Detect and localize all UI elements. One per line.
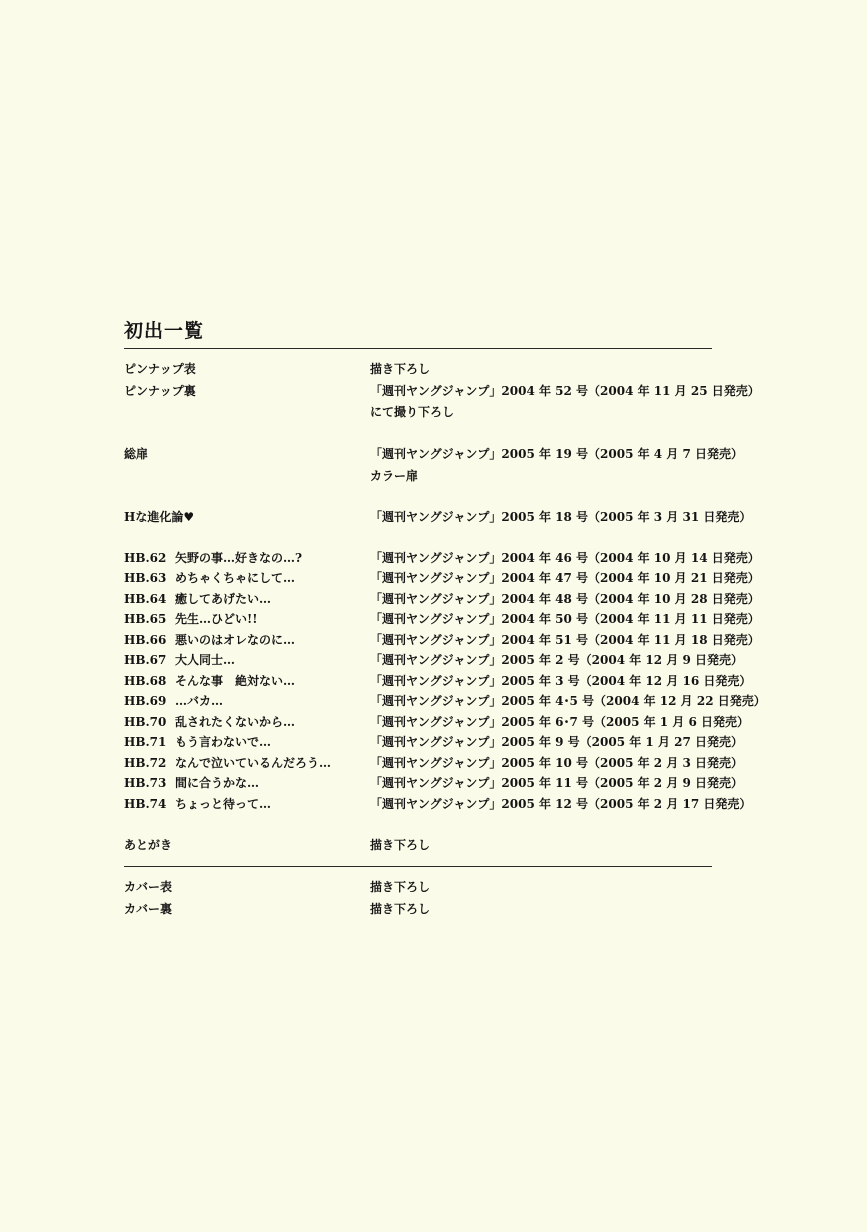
episode-number: HB.62	[124, 551, 167, 565]
episode-title: 癒してあげたい…	[175, 592, 272, 606]
episode-number: HB.73	[124, 776, 167, 790]
episode-source: 「週刊ヤングジャンプ」2005 年 2 号（2004 年 12 月 9 日発売）	[370, 653, 744, 667]
bottom-divider	[124, 866, 712, 867]
list-item	[124, 899, 744, 919]
episode-title: もう言わないで…	[175, 735, 272, 749]
episode-title: 悪いのはオレなのに…	[175, 633, 296, 647]
episode-title: …バカ…	[175, 694, 224, 708]
entry-source: 描き下ろし	[370, 838, 431, 852]
table-row	[124, 568, 760, 588]
entry-source: にて撮り下ろし	[370, 405, 455, 419]
table-row	[124, 773, 744, 793]
entry-label: 総扉	[124, 447, 149, 461]
episode-title: 間に合うかな…	[175, 776, 260, 790]
list-item	[124, 359, 744, 379]
episode-title: なんで泣いているんだろう…	[175, 756, 332, 770]
entry-label: あとがき	[124, 838, 173, 852]
episode-source: 「週刊ヤングジャンプ」2005 年 4･5 号（2004 年 12 月 22 日発売）	[370, 694, 766, 708]
table-row	[124, 712, 750, 732]
table-row	[124, 794, 752, 814]
episode-source: 「週刊ヤングジャンプ」2005 年 12 号（2005 年 2 月 17 日発売）	[370, 797, 752, 811]
list-item	[124, 835, 744, 855]
table-row	[124, 589, 760, 609]
episode-title: そんな事 絶対ない…	[175, 674, 296, 688]
list-item	[124, 444, 744, 464]
episode-source: 「週刊ヤングジャンプ」2004 年 50 号（2004 年 11 月 11 日発売）	[370, 612, 760, 626]
episode-source: 「週刊ヤングジャンプ」2005 年 9 号（2005 年 1 月 27 日発売）	[370, 735, 744, 749]
list-item	[124, 507, 752, 527]
episode-title: ちょっと待って…	[175, 797, 272, 811]
episode-title: めちゃくちゃにして…	[175, 571, 296, 585]
episode-source: 「週刊ヤングジャンプ」2004 年 48 号（2004 年 10 月 28 日発売）	[370, 592, 760, 606]
entry-source: 描き下ろし	[370, 902, 431, 916]
episode-source: 「週刊ヤングジャンプ」2004 年 51 号（2004 年 11 月 18 日発売）	[370, 633, 760, 647]
table-row	[124, 650, 744, 670]
episode-source: 「週刊ヤングジャンプ」2004 年 47 号（2004 年 10 月 21 日発売）	[370, 571, 760, 585]
table-row	[124, 753, 744, 773]
episode-source: 「週刊ヤングジャンプ」2005 年 6･7 号（2005 年 1 月 6 日発売）	[370, 715, 750, 729]
episode-source: 「週刊ヤングジャンプ」2005 年 11 号（2005 年 2 月 9 日発売）	[370, 776, 744, 790]
table-row	[124, 630, 760, 650]
episode-source: 「週刊ヤングジャンプ」2005 年 3 号（2004 年 12 月 16 日発売）	[370, 674, 752, 688]
episode-number: HB.72	[124, 756, 167, 770]
episode-source: 「週刊ヤングジャンプ」2005 年 10 号（2005 年 2 月 3 日発売）	[370, 756, 744, 770]
entry-label: Hな進化論♥	[124, 510, 195, 524]
episode-source: 「週刊ヤングジャンプ」2004 年 46 号（2004 年 10 月 14 日発売）	[370, 551, 760, 565]
table-row	[124, 609, 760, 629]
entry-label: ピンナップ表	[124, 362, 196, 376]
episode-title: 先生…ひどい!!	[175, 612, 258, 626]
table-row	[124, 732, 744, 752]
entry-source: カラー扉	[370, 469, 419, 483]
episode-number: HB.66	[124, 633, 167, 647]
episode-number: HB.71	[124, 735, 167, 749]
episode-title: 大人同士…	[175, 653, 236, 667]
entry-source: 描き下ろし	[370, 362, 431, 376]
list-item	[124, 381, 760, 401]
entry-source: 「週刊ヤングジャンプ」2004 年 52 号（2004 年 11 月 25 日発売）	[370, 384, 760, 398]
table-row	[124, 671, 752, 691]
list-item	[124, 402, 744, 422]
page-title: 初出一覧	[124, 320, 205, 342]
entry-label: カバー表	[124, 880, 173, 894]
top-divider	[124, 348, 712, 349]
episode-title: 乱されたくないから…	[175, 715, 296, 729]
entry-source: 「週刊ヤングジャンプ」2005 年 18 号（2005 年 3 月 31 日発売）	[370, 510, 752, 524]
episode-number: HB.74	[124, 797, 167, 811]
episode-number: HB.68	[124, 674, 167, 688]
entry-source: 「週刊ヤングジャンプ」2005 年 19 号（2005 年 4 月 7 日発売）	[370, 447, 744, 461]
episode-number: HB.63	[124, 571, 167, 585]
episode-number: HB.67	[124, 653, 167, 667]
list-item	[124, 877, 744, 897]
table-row	[124, 691, 766, 711]
episode-number: HB.65	[124, 612, 167, 626]
entry-source: 描き下ろし	[370, 880, 431, 894]
entry-label: カバー裏	[124, 902, 173, 916]
episode-number: HB.70	[124, 715, 167, 729]
list-item	[124, 466, 744, 486]
episode-number: HB.64	[124, 592, 167, 606]
entry-label: ピンナップ裏	[124, 384, 196, 398]
episode-number: HB.69	[124, 694, 167, 708]
episode-title: 矢野の事…好きなの…?	[175, 551, 303, 565]
table-row	[124, 548, 760, 568]
